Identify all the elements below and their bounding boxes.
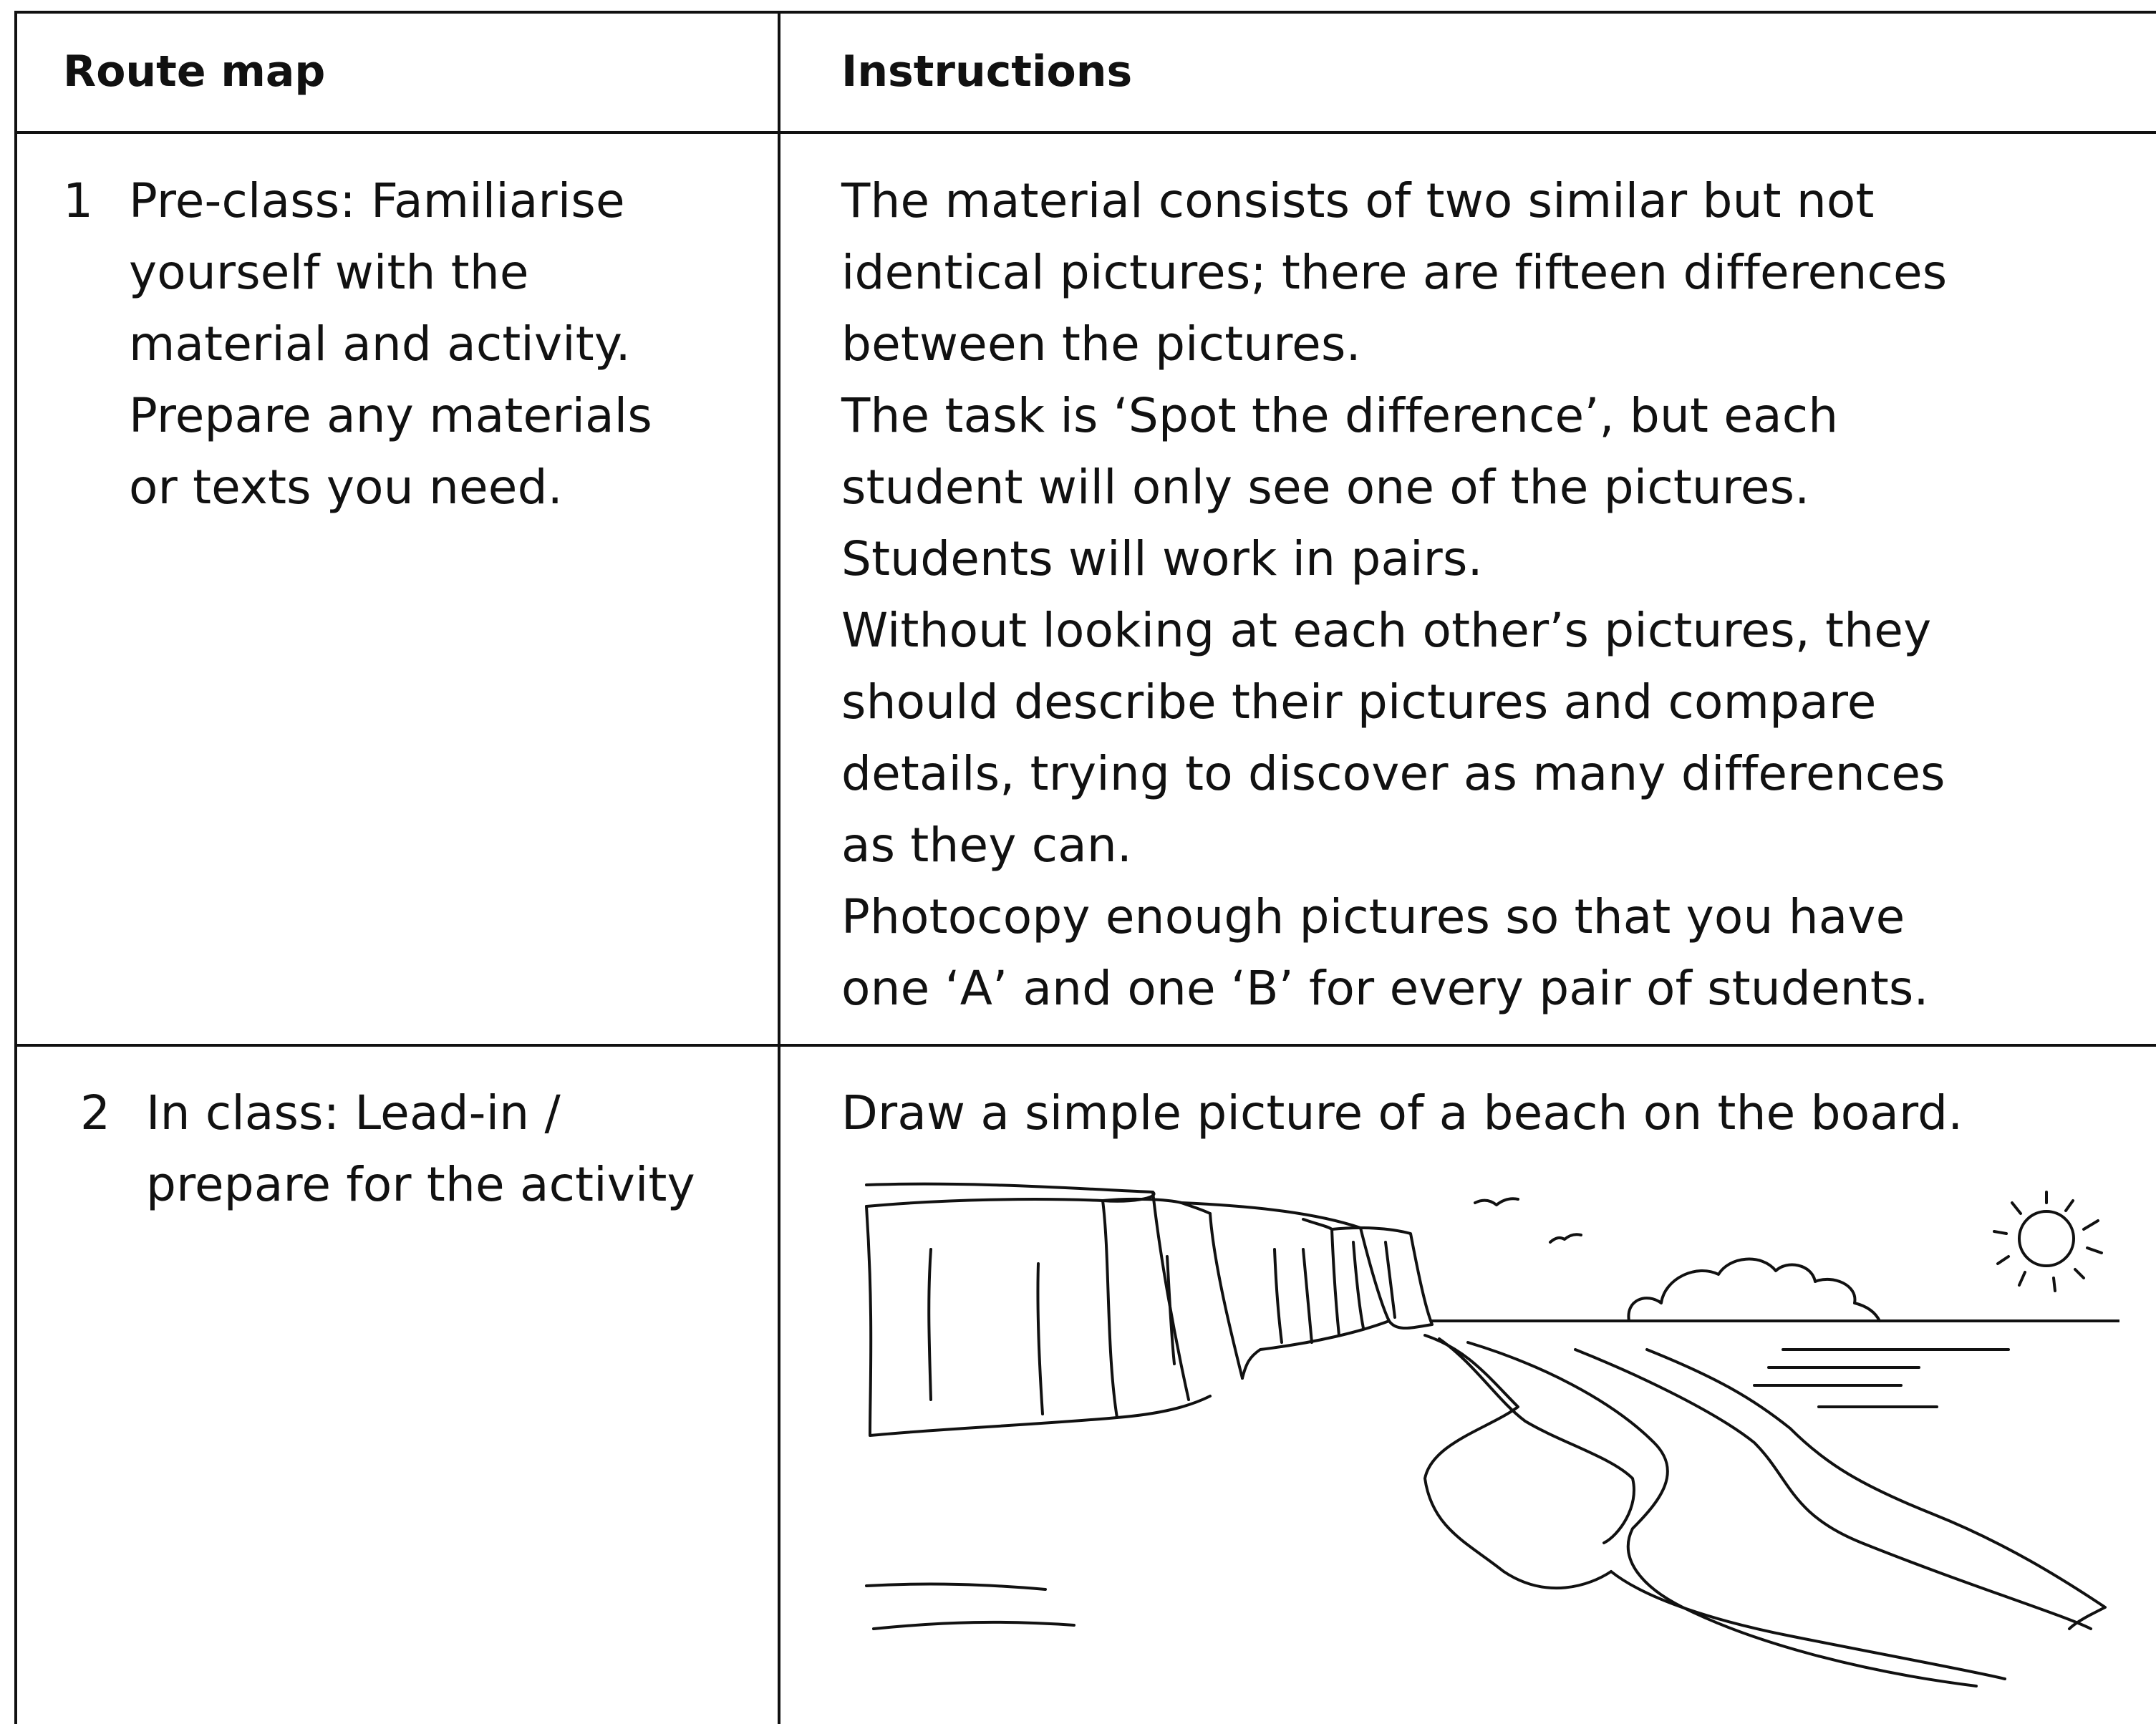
route-line: prepare for the activity [146,1157,695,1212]
instruction-line: should describe their pictures and compare [841,674,1877,730]
step-text [146,1078,695,1221]
instruction-line: Students will work in pairs. [841,531,1483,586]
route-line: In class: Lead-in / [146,1085,561,1141]
table-left-border [14,11,17,1724]
step-number: 2 [80,1085,111,1141]
instruction-line: Without looking at each other’s pictures, they [841,603,1932,658]
instruction-line: identical pictures; there are fifteen differences [841,245,1948,300]
instruction-line: student will only see one of the pictures. [841,460,1810,515]
route-line: yourself with the [129,245,529,300]
route-line: material and activity. [129,316,631,372]
beach-drawing-icon [859,1171,2119,1700]
instruction-line: The task is ‘Spot the difference’, but each [841,388,1839,443]
instruction-line: between the pictures. [841,316,1361,372]
header-instructions: Instructions [841,47,1133,97]
route-line: Pre-class: Familiarise [129,173,625,228]
table-top-border [14,11,2156,14]
instructions-step-2 [841,1078,1963,1149]
route-line: or texts you need. [129,460,563,515]
column-divider [778,11,780,1724]
instruction-line: Photocopy enough pictures so that you have [841,889,1905,944]
instruction-line: Draw a simple picture of a beach on the board. [841,1085,1963,1141]
instruction-line: The material consists of two similar but not [841,173,1875,228]
header-route-map: Route map [63,47,326,97]
lesson-table [14,11,2156,1724]
step-text [129,165,652,523]
step-number: 1 [63,173,94,228]
instructions-step-1 [841,165,1947,1025]
header-bottom-border [14,131,2156,134]
row-1-bottom-border [14,1044,2156,1047]
instruction-line: one ‘A’ and one ‘B’ for every pair of students. [841,961,1929,1016]
route-line: Prepare any materials [129,388,652,443]
instruction-line: details, trying to discover as many differences [841,746,1945,801]
instruction-line: as they can. [841,818,1133,873]
